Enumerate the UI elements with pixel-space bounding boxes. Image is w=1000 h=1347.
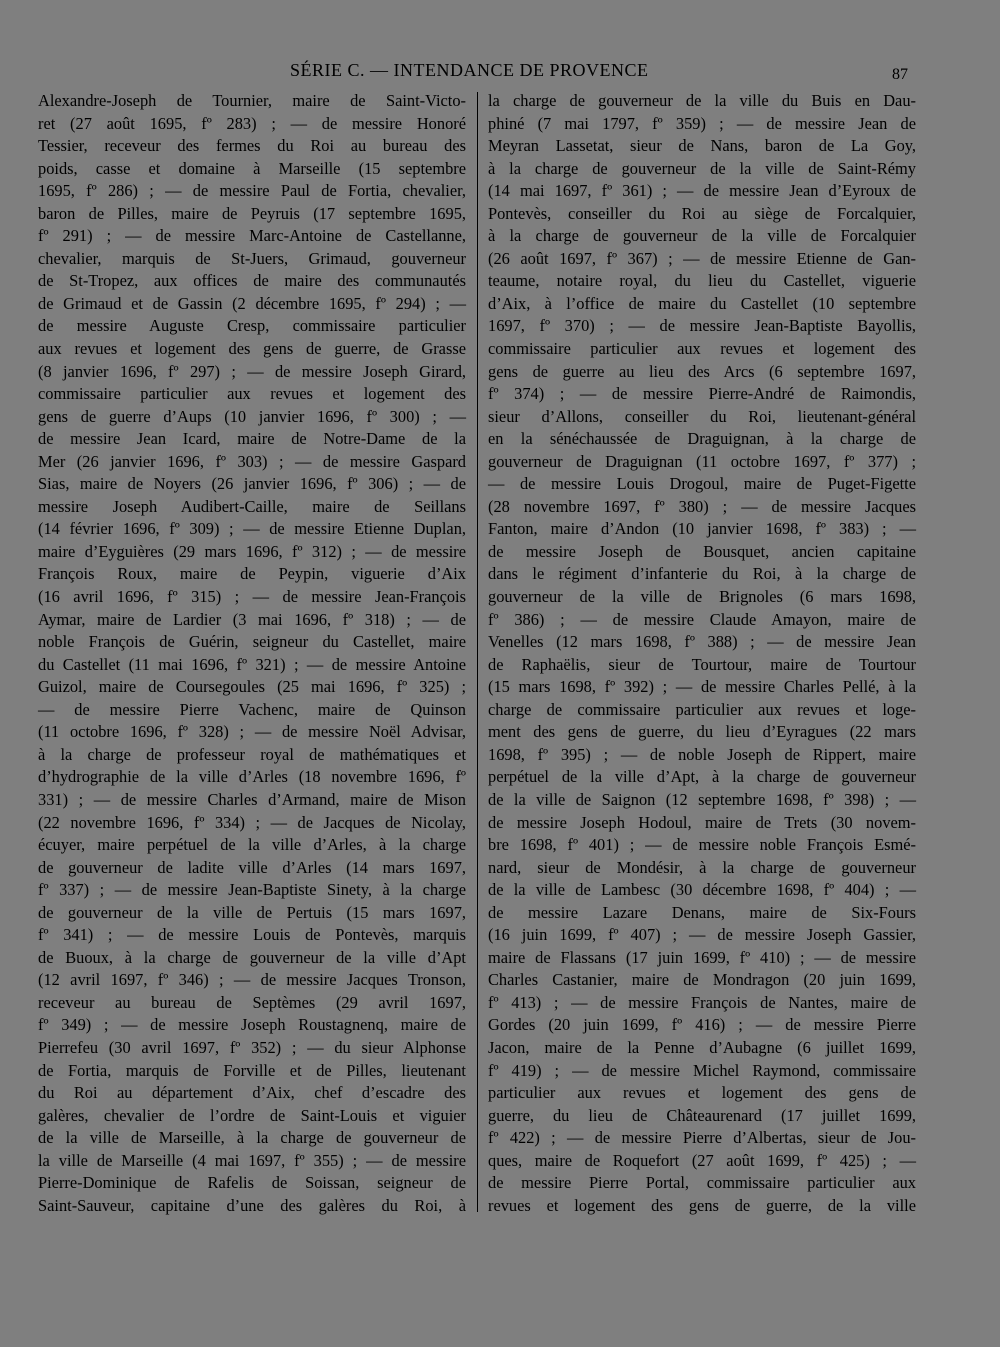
- text-line: 331) ; — de messire Charles d’Armand, maire de Mison: [38, 789, 466, 809]
- text-line: fº 374) ; — de messire Pierre-André de Raimondis,: [488, 384, 916, 404]
- text-line: Venelles (12 mars 1698, fº 388) ; — de messire Jean: [488, 632, 916, 652]
- text-line: Tessier, receveur des fermes du Roi au bureau des: [38, 136, 466, 156]
- text-line: de la ville de Lambesc (30 décembre 1698, fº 404) ; —: [488, 880, 916, 900]
- text-line: de messire Joseph de Bousquet, ancien capitaine: [488, 541, 916, 561]
- text-line: Pierrefeu (30 avril 1697, fº 352) ; — du sieur Alphonse: [38, 1037, 466, 1057]
- text-line: bre 1698, fº 401) ; — de messire noble François Esmé-: [488, 835, 916, 855]
- text-line: ment des gens de guerre, du lieu d’Eyragues (22 mars: [488, 722, 916, 742]
- text-line: messire Joseph Audibert-Caille, maire de Seillans: [38, 496, 466, 516]
- text-line: de la ville de Saignon (12 septembre 1698, fº 398) ; —: [488, 789, 916, 809]
- text-line: la ville de Marseille (4 mai 1697, fº 355) ; — de messire: [38, 1150, 466, 1170]
- text-line: de Grimaud et de Gassin (2 décembre 1695, fº 294) ; —: [38, 293, 466, 313]
- text-line: de messire Pierre Portal, commissaire particulier aux: [488, 1173, 916, 1193]
- text-line: de messire Jean Icard, maire de Notre-Dame de la: [38, 429, 466, 449]
- text-line: 1695, fº 286) ; — de messire Paul de Fortia, chevalier,: [38, 181, 466, 201]
- text-line: commissaire particulier aux revues et logement des: [488, 339, 916, 359]
- text-line: de messire Lazare Denans, maire de Six-Fours: [488, 902, 916, 922]
- text-line: de Buoux, à la charge de gouverneur de la ville d’Apt: [38, 947, 466, 967]
- text-line: François Roux, maire de Peypin, viguerie d’Aix: [38, 564, 466, 584]
- text-line: gouverneur de Draguignan (11 octobre 1697, fº 377) ;: [488, 451, 916, 471]
- text-line: Mer (26 janvier 1696, fº 303) ; — de messire Gaspard: [38, 451, 466, 471]
- text-line: d’Aix, à l’office de maire du Castellet (10 septembre: [488, 293, 916, 313]
- text-line: fº 419) ; — de messire Michel Raymond, commissaire: [488, 1060, 916, 1080]
- text-line: de St-Tropez, aux offices de maire des communautés: [38, 271, 466, 291]
- text-line: (11 octobre 1696, fº 328) ; — de messire Noël Advisar,: [38, 722, 466, 742]
- right-column: [488, 90, 916, 1217]
- text-line: poids, casse et domaine à Marseille (15 septembre: [38, 158, 466, 178]
- text-line: d’hydrographie de la ville d’Arles (18 novembre 1696, fº: [38, 767, 466, 787]
- text-line: de gouverneur de ladite ville d’Arles (14 mars 1697,: [38, 857, 466, 877]
- text-line: Aymar, maire de Lardier (3 mai 1696, fº 318) ; — de: [38, 609, 466, 629]
- text-line: Saint-Sauveur, capitaine d’une des galères du Roi, à: [38, 1195, 466, 1215]
- text-line: 1698, fº 395) ; — de noble Joseph de Rippert, maire: [488, 744, 916, 764]
- text-line: (16 juin 1699, fº 407) ; — de messire Joseph Gassier,: [488, 925, 916, 945]
- text-line: (15 mars 1698, fº 392) ; — de messire Charles Pellé, à la: [488, 677, 916, 697]
- text-line: ret (27 août 1695, fº 283) ; — de messire Honoré: [38, 113, 466, 133]
- text-line: chevalier, marquis de St-Juers, Grimaud, gouverneur: [38, 248, 466, 268]
- text-line: galères, chevalier de l’ordre de Saint-Louis et viguier: [38, 1105, 466, 1125]
- text-line: fº 341) ; — de messire Louis de Pontevès, marquis: [38, 925, 466, 945]
- text-line: (26 août 1697, fº 367) ; — de messire Etienne de Gan-: [488, 248, 916, 268]
- text-line: de messire Joseph Hodoul, maire de Trets (30 novem-: [488, 812, 916, 832]
- text-line: Sias, maire de Noyers (26 janvier 1696, fº 306) ; — de: [38, 474, 466, 494]
- text-line: Pontevès, conseiller du Roi au siège de Forcalquier,: [488, 203, 916, 223]
- text-line: — de messire Louis Drogoul, maire de Puget-Figette: [488, 474, 916, 494]
- text-line: de la ville de Marseille, à la charge de gouverneur de: [38, 1128, 466, 1148]
- text-line: du Castellet (11 mai 1696, fº 321) ; — de messire Antoine: [38, 654, 466, 674]
- text-line: gens de guerre d’Aups (10 janvier 1696, fº 300) ; —: [38, 406, 466, 426]
- text-line: du Roi au département d’Aix, chef d’escadre des: [38, 1083, 466, 1103]
- text-line: Gordes (20 juin 1699, fº 416) ; — de messire Pierre: [488, 1015, 916, 1035]
- text-line: nard, sieur de Mondésir, à la charge de gouverneur: [488, 857, 916, 877]
- text-line: fº 422) ; — de messire Pierre d’Albertas, sieur de Jou-: [488, 1128, 916, 1148]
- text-line: écuyer, maire perpétuel de la ville d’Arles, à la charge: [38, 835, 466, 855]
- text-line: dans le régiment d’infanterie du Roi, à la charge de: [488, 564, 916, 584]
- text-line: de gouverneur de la ville de Pertuis (15 mars 1697,: [38, 902, 466, 922]
- text-line: fº 413) ; — de messire François de Nantes, maire de: [488, 992, 916, 1012]
- text-line: Meyran Lassetat, sieur de Nans, baron de La Goy,: [488, 136, 916, 156]
- text-line: Alexandre-Joseph de Tournier, maire de Saint-Victo-: [38, 91, 466, 110]
- text-line: (14 mai 1697, fº 361) ; — de messire Jean d’Eyroux de: [488, 181, 916, 201]
- text-line: noble François de Guérin, seigneur du Castellet, maire: [38, 632, 466, 652]
- text-line: phiné (7 mai 1797, fº 359) ; — de messire Jean de: [488, 113, 916, 133]
- text-line: teaume, notaire royal, du lieu du Castellet, viguerie: [488, 271, 916, 291]
- text-line: charge de commissaire particulier aux revues et loge-: [488, 699, 916, 719]
- text-line: ques, maire de Roquefort (27 août 1699, fº 425) ; —: [488, 1150, 916, 1170]
- running-title: SÉRIE C. — INTENDANCE DE PROVENCE: [290, 60, 649, 80]
- text-line: perpétuel de la ville d’Apt, à la charge de gouverneur: [488, 767, 916, 787]
- text-line: — de messire Pierre Vachenc, maire de Quinson: [38, 699, 466, 719]
- text-line: aux revues et logement des gens de guerre, de Grasse: [38, 339, 466, 359]
- text-line: la charge de gouverneur de la ville du Buis en Dau-: [488, 91, 916, 110]
- text-line: (14 février 1696, fº 309) ; — de messire Etienne Duplan,: [38, 519, 466, 539]
- text-line: baron de Pilles, maire de Peyruis (17 septembre 1695,: [38, 203, 466, 223]
- text-line: fº 386) ; — de messire Claude Amayon, maire de: [488, 609, 916, 629]
- text-line: à la charge de gouverneur de la ville de Forcalquier: [488, 226, 916, 246]
- text-line: (8 janvier 1696, fº 297) ; — de messire Joseph Girard,: [38, 361, 466, 381]
- text-line: fº 291) ; — de messire Marc-Antoine de Castellanne,: [38, 226, 466, 246]
- text-line: Jacon, maire de la Penne d’Aubagne (6 juillet 1699,: [488, 1037, 916, 1057]
- text-line: fº 337) ; — de messire Jean-Baptiste Sinety, à la charge: [38, 880, 466, 900]
- text-line: à la charge de professeur royal de mathématiques et: [38, 744, 466, 764]
- text-line: de messire Auguste Cresp, commissaire particulier: [38, 316, 466, 336]
- left-column: [38, 90, 466, 1217]
- text-line: (16 avril 1696, fº 315) ; — de messire Jean-François: [38, 587, 466, 607]
- text-line: maire de Flassans (17 juin 1699, fº 410) ; — de messire: [488, 947, 916, 967]
- text-line: de Fortia, marquis de Forville et de Pilles, lieutenant: [38, 1060, 466, 1080]
- text-line: receveur au bureau de Septèmes (29 avril 1697,: [38, 992, 466, 1012]
- text-line: Pierre-Dominique de Rafelis de Soissan, seigneur de: [38, 1173, 466, 1193]
- page-number: 87: [892, 66, 908, 83]
- text-line: commissaire particulier aux revues et logement des: [38, 384, 466, 404]
- text-line: revues et logement des gens de guerre, de la ville: [488, 1195, 916, 1215]
- text-line: 1697, fº 370) ; — de messire Jean-Baptiste Bayollis,: [488, 316, 916, 336]
- text-line: fº 349) ; — de messire Joseph Roustagnenq, maire de: [38, 1015, 466, 1035]
- text-line: sieur d’Allons, conseiller du Roi, lieutenant-général: [488, 406, 916, 426]
- text-line: Charles Castanier, maire de Mondragon (20 juin 1699,: [488, 970, 916, 990]
- text-line: maire d’Eyguières (29 mars 1696, fº 312) ; — de messire: [38, 541, 466, 561]
- text-line: (12 avril 1697, fº 346) ; — de messire Jacques Tronson,: [38, 970, 466, 990]
- text-line: particulier aux revues et logement des gens de: [488, 1083, 916, 1103]
- text-line: Fanton, maire d’Andon (10 janvier 1698, fº 383) ; —: [488, 519, 916, 539]
- text-line: (22 novembre 1696, fº 334) ; — de Jacques de Nicolay,: [38, 812, 466, 832]
- text-line: à la charge de gouverneur de la ville de Saint-Rémy: [488, 158, 916, 178]
- text-line: (28 novembre 1697, fº 380) ; — de messire Jacques: [488, 496, 916, 516]
- text-line: gouverneur de la ville de Brignoles (6 mars 1698,: [488, 587, 916, 607]
- text-line: en la sénéchaussée de Draguignan, à la charge de: [488, 429, 916, 449]
- text-line: gens de guerre au lieu des Arcs (6 septembre 1697,: [488, 361, 916, 381]
- column-divider: [477, 92, 478, 1212]
- text-line: Guizol, maire de Coursegoules (25 mai 1696, fº 325) ;: [38, 677, 466, 697]
- text-line: de Raphaëlis, sieur de Tourtour, maire de Tourtour: [488, 654, 916, 674]
- text-line: guerre, du lieu de Châteaurenard (17 juillet 1699,: [488, 1105, 916, 1125]
- page-header: [0, 60, 1000, 84]
